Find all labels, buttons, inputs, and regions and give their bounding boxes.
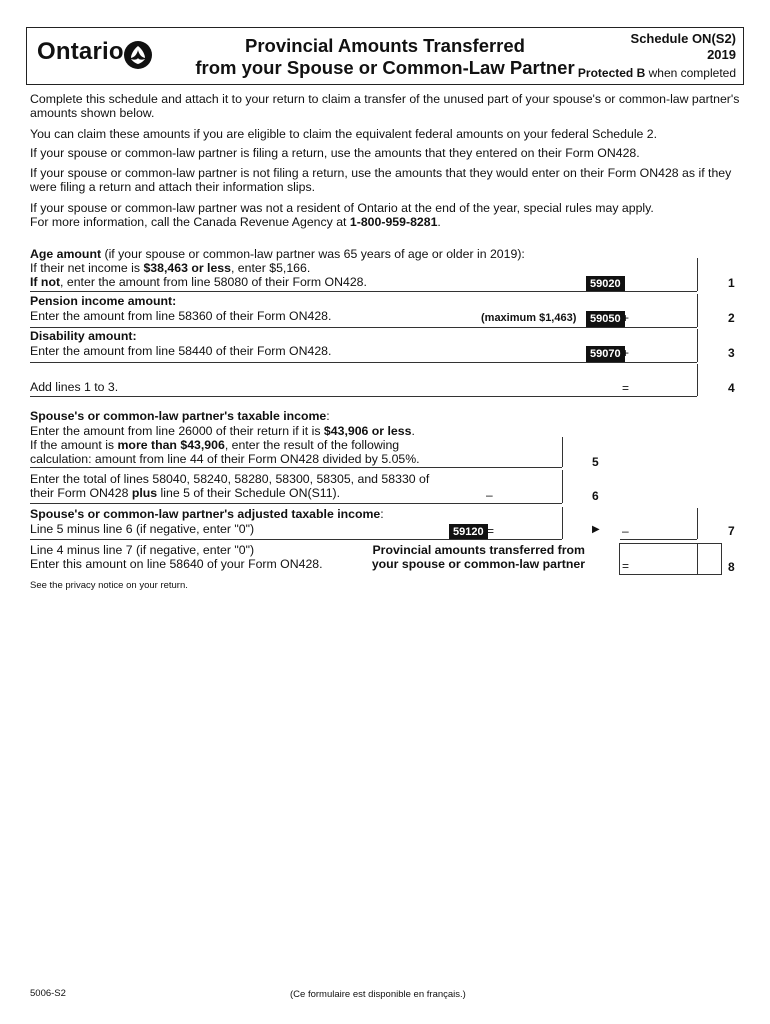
- code-59070: 59070: [586, 346, 625, 362]
- line-number-8: 8: [728, 560, 735, 574]
- intro-p5b: For more information, call the Canada Revenue Agency at 1-800-959-8281.: [30, 215, 441, 229]
- row-divider: [30, 396, 620, 397]
- protected-label: Protected B when completed: [577, 66, 736, 80]
- line-number-4: 4: [728, 381, 735, 395]
- taxable-line-2: Enter the amount from line 26000 of their return if it is $43,906 or less.: [30, 424, 415, 438]
- total-line-1: Enter the total of lines 58040, 58240, 58280, 58300, 58305, and 58330 of: [30, 472, 430, 486]
- minus-operator: –: [486, 488, 493, 502]
- amount-box-left-border: [562, 507, 563, 539]
- row-divider: [30, 362, 620, 363]
- equals-operator: =: [622, 381, 630, 395]
- amount-box-left-border: [697, 294, 698, 327]
- french-availability-note: (Ce formulaire est disponible en français.): [290, 989, 466, 1000]
- code-59120: 59120: [449, 524, 488, 540]
- row-divider: [30, 291, 620, 292]
- privacy-notice: See the privacy notice on your return.: [30, 580, 188, 591]
- equals-operator: =: [622, 559, 630, 573]
- add-lines-text: Add lines 1 to 3.: [30, 380, 119, 394]
- amount-box-2[interactable]: [620, 327, 697, 328]
- amount-box-left-border: [697, 364, 698, 396]
- plus-operator: +: [622, 311, 630, 325]
- line-number-3: 3: [728, 346, 735, 360]
- form-id: 5006-S2: [30, 988, 66, 999]
- taxable-line-3: If the amount is more than $43,906, enter the result of the following: [30, 438, 400, 452]
- row-divider: [30, 539, 482, 540]
- total-line-2: their Form ON428 plus line 5 of their Schedule ON(S11).: [30, 486, 341, 500]
- title-line-2: from your Spouse or Common-Law Partner: [195, 57, 575, 78]
- final-label-2: your spouse or common-law partner: [371, 557, 585, 571]
- schedule-year: 2019: [707, 47, 736, 62]
- final-line-1: Line 4 minus line 7 (if negative, enter "0"): [30, 543, 255, 557]
- age-heading-line: Age amount (if your spouse or common-law partner was 65 years of age or older in 2019):: [30, 247, 525, 261]
- row-divider: [30, 327, 620, 328]
- amount-box-7[interactable]: [620, 539, 697, 540]
- intro-p5a: If your spouse or common-law partner was not a resident of Ontario at the end of the year, special rules may apply.: [30, 201, 654, 215]
- intro-p4: If your spouse or common-law partner is not filing a return, use the amounts that they would enter on their Form ON428 as if they were filing a return and attach their information slips.: [30, 166, 732, 194]
- amount-box-left-border: [562, 437, 563, 467]
- pension-text: Enter the amount from line 58360 of their Form ON428.: [30, 309, 332, 323]
- line-number-2: 2: [728, 311, 735, 325]
- final-line-2: Enter this amount on line 58640 of your Form ON428.: [30, 557, 323, 571]
- cra-phone-number: 1-800-959-8281: [349, 215, 438, 229]
- amount-box-left-border: [697, 543, 698, 575]
- ontario-logo-text: Ontario: [37, 38, 124, 65]
- amount-box-6[interactable]: [482, 503, 562, 504]
- disability-heading: Disability amount:: [30, 329, 137, 343]
- amount-box-4[interactable]: [620, 396, 697, 397]
- amount-box-left-border: [697, 258, 698, 291]
- trillium-logo-icon: [123, 40, 153, 70]
- intro-p2: You can claim these amounts if you are eligible to claim the equivalent federal amounts on your federal Schedule 2.: [30, 127, 658, 141]
- amount-box-left-border: [697, 508, 698, 539]
- page-title: [160, 35, 610, 79]
- line-number-6: 6: [592, 489, 599, 503]
- pension-heading: Pension income amount:: [30, 294, 177, 308]
- row-divider: [30, 503, 482, 504]
- amount-box-8[interactable]: [619, 543, 722, 575]
- disability-text: Enter the amount from line 58440 of their Form ON428.: [30, 344, 332, 358]
- amount-box-left-border: [697, 329, 698, 362]
- pension-maximum: (maximum $1,463): [481, 312, 577, 324]
- taxable-heading: Spouse's or common-law partner's taxable income:: [30, 409, 330, 423]
- plus-operator: +: [622, 346, 630, 360]
- line-number-1: 1: [728, 276, 735, 290]
- intro-p3: If your spouse or common-law partner is filing a return, use the amounts that they entered on their Form ON428.: [30, 146, 640, 160]
- line-number-7: 7: [728, 524, 735, 538]
- adjusted-heading: Spouse's or common-law partner's adjusted taxable income:: [30, 507, 384, 521]
- age-line-2: If their net income is $38,463 or less, enter $5,166.: [30, 261, 311, 275]
- age-line-3: If not, enter the amount from line 58080 of their Form ON428.: [30, 275, 367, 289]
- schedule-id: Schedule ON(S2): [630, 31, 736, 46]
- row-divider: [30, 467, 482, 468]
- amount-box-5[interactable]: [482, 467, 562, 468]
- taxable-line-4: calculation: amount from line 44 of their Form ON428 divided by 5.05%.: [30, 452, 420, 466]
- amount-box-1[interactable]: [620, 291, 697, 292]
- final-label-1: Provincial amounts transferred from: [372, 543, 585, 557]
- line-number-5: 5: [592, 455, 599, 469]
- title-line-1: Provincial Amounts Transferred: [245, 35, 525, 56]
- equals-operator: =: [487, 524, 495, 538]
- arrow-right-icon: ▶: [592, 524, 600, 535]
- intro-p1: Complete this schedule and attach it to your return to claim a transfer of the unused part of your spouse's or common-law partner's amounts shown below.: [30, 92, 740, 120]
- code-59050: 59050: [586, 311, 625, 327]
- code-59020: 59020: [586, 276, 625, 292]
- amount-box-adjusted[interactable]: [482, 539, 562, 540]
- schedule-label: [631, 31, 736, 63]
- amount-box-left-border: [562, 470, 563, 503]
- minus-operator: –: [622, 524, 629, 538]
- adjusted-text: Line 5 minus line 6 (if negative, enter "0"): [30, 522, 255, 536]
- amount-box-3[interactable]: [620, 362, 697, 363]
